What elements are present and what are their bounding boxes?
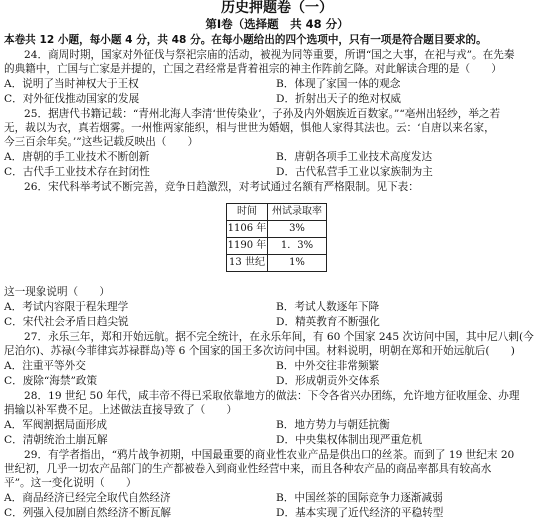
option-b: B．考试人数逐年下降 — [276, 301, 380, 313]
option-b: B．地方势力与朝廷抗衡 — [276, 419, 390, 431]
table-row — [227, 238, 327, 255]
table-header: 时间 — [227, 204, 268, 221]
option-c: C．列强入侵加剧自然经济不断瓦解 — [4, 507, 172, 519]
question-25-text: 无，裁以为衣，真若烟雾。一州惟两家能织，相与世世为婚姻，惧他人家得其法也。云：‘自唐以来名家， — [4, 122, 495, 134]
table-cell: 1．3% — [268, 238, 327, 255]
exam-title: 历史押题卷（一） — [221, 0, 333, 16]
option-a: A．商品经济已经完全取代自然经济 — [4, 492, 171, 504]
option-b: B．体现了家国一体的观念 — [276, 78, 401, 90]
option-c: C．古代手工业技术存在封闭性 — [4, 166, 150, 178]
question-27-text: 尼泊尔)、苏禄(今菲律宾苏禄群岛)等 6 个国家的国王多次访问中国。材料说明，明朝在郑和开始远航后( ) — [4, 345, 515, 357]
question-28-text: 捐输以补军费不足。上述做法直接导致了（ ） — [4, 404, 238, 416]
option-d: D．中央集权体制出现严重危机 — [276, 434, 423, 446]
option-b: B．中国丝茶的国际竞争力逐渐减弱 — [276, 492, 443, 504]
table-row — [227, 255, 327, 272]
option-a: A．注重平等外交 — [4, 360, 86, 372]
option-b: B．唐朝各项手工业技术高度发达 — [276, 151, 433, 163]
option-a: A．考试内容限于程朱理学 — [4, 301, 129, 313]
table-header: 州试录取率 — [268, 204, 327, 221]
question-27-text: 27．永乐三年，郑和开始远航。据不完全统计，在永乐年间，有 60 个国家 245 次访问中国，其中尼八剌(今 — [24, 331, 534, 343]
question-29-text: 世纪初，几乎一切农产品部门的生产都被卷入到商业性经营中来，而且各种农产品的商品率都具有较高水 — [4, 463, 492, 475]
question-24-text: 的典籍中，亡国与亡家是并提的，亡国之君经常是背着祖宗的神主作阵前乞降。对此解读合理的是（ ） — [4, 63, 502, 75]
table-header-row — [227, 204, 327, 221]
table-cell: 1190 年 — [227, 238, 268, 255]
table-cell: 1% — [268, 255, 327, 272]
admission-rate-table — [226, 203, 327, 272]
question-29-text: 29．有学者指出，“鸦片战争初期，中国最重要的商业性农业产品是供出口的丝茶。而到了 19 世纪末 20 — [24, 449, 515, 461]
option-c: C．清朝统治土崩瓦解 — [4, 434, 108, 446]
question-29-text: 平”。这一变化说明（ ） — [4, 477, 137, 489]
option-a: A．说明了当时神权大于王权 — [4, 78, 139, 90]
instructions: 本卷共 12 小题，每小题 4 分，共 48 分。在每小题给出的四个选项中，只有一项是符合题目要求的。 — [4, 34, 487, 46]
option-d: D．形成朝贡外交体系 — [276, 375, 380, 387]
question-25-text: 25．据唐代书籍记载：“青州北海人李清‘世传染业’，子孙及内外姻族近百数家。”“亳州出轻纱，举之若 — [24, 108, 501, 120]
section-heading: 第Ⅰ卷（选择题 共 48 分） — [205, 17, 349, 31]
option-c: C．对外征伐推动国家的发展 — [4, 93, 140, 105]
question-28-text: 28．19 世纪 50 年代，咸丰帝不得已采取依靠地方的做法：下令各省兴办团练，允许地方征收厘金、办理 — [24, 390, 520, 402]
option-a: A．军阀割据局面形成 — [4, 419, 107, 431]
option-d: D．古代私营手工业以家族制为主 — [276, 166, 433, 178]
table-cell: 3% — [268, 221, 327, 238]
option-d: D．折射出天子的绝对权威 — [276, 93, 402, 105]
question-25-text: 今三百余年矣。’”这些记载反映出（ ） — [4, 136, 199, 148]
option-b: B．中外交往非常频繁 — [276, 360, 380, 372]
table-cell: 1106 年 — [227, 221, 268, 238]
question-24-text: 24．商周时期，国家对外征伐与祭祀宗庙的活动，被视为同等重要，所谓“国之大事，在祀与戎”。在先秦 — [24, 49, 515, 61]
table-cell: 13 世纪 — [227, 255, 268, 272]
question-26-prompt: 这一现象说明（ ） — [4, 286, 110, 298]
option-c: C．宋代社会矛盾日趋尖锐 — [4, 316, 129, 328]
option-a: A．唐朝的手工业技术不断创新 — [4, 151, 150, 163]
option-d: D．精英教育不断强化 — [276, 316, 380, 328]
table-row — [227, 221, 327, 238]
question-26-text: 26．宋代科举考试不断完善，竞争日趋激烈，对考试通过名额有严格限制。见下表： — [24, 181, 419, 193]
option-c: C．废除“海禁”政策 — [4, 375, 98, 387]
option-d: D．基本实现了近代经济的平稳转型 — [276, 507, 444, 519]
